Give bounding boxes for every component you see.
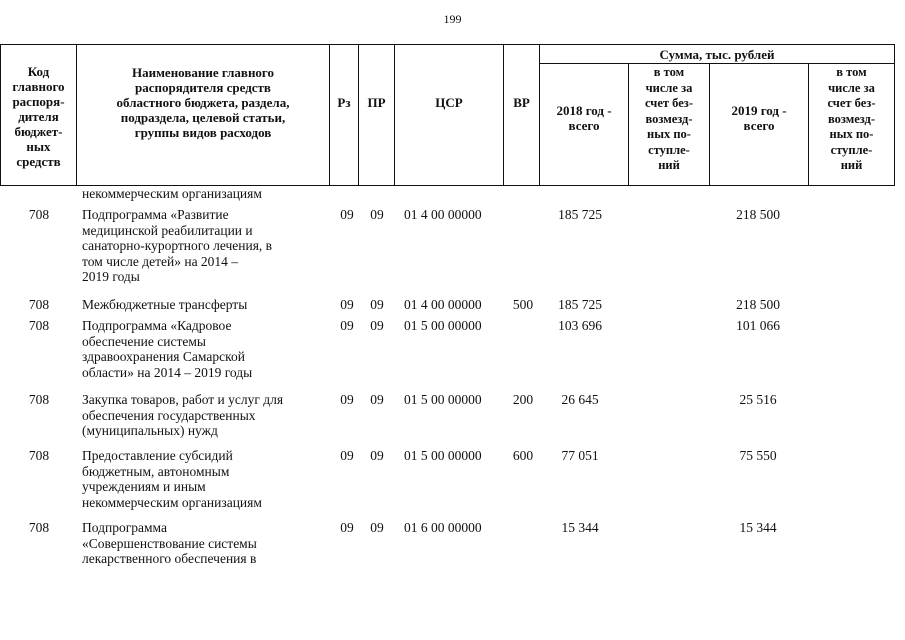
row-pr: 09 [370, 318, 384, 333]
row-code: 708 [28, 318, 50, 333]
row-sum-2018: 26 645 [561, 392, 599, 407]
row-sum-2019: 15 344 [739, 520, 777, 535]
row-name: Подпрограмма «Развитие медицинской реабилитации и санаторно-курортного лечения, в том числе детей» на 2014 – 2019 годы [82, 207, 273, 284]
row-vr: 500 [512, 297, 534, 312]
row-sum-2018: 185 725 [558, 297, 602, 312]
row-sum-2018: 103 696 [558, 318, 602, 333]
row-code: 708 [28, 392, 50, 407]
header-name: Наименование главного распорядителя средств областного бюджета, раздела, подраздела, целевой статьи, группы видов расходов [116, 64, 290, 140]
header-total-2018: 2018 год - всего [556, 103, 612, 133]
row-rz: 09 [340, 520, 354, 535]
row-name: некоммерческим организациям [82, 186, 262, 201]
header-sum: Сумма, тыс. рублей [659, 46, 775, 62]
row-rz: 09 [340, 392, 354, 407]
header-code: Код главного распоря- дителя бюджет- ных средств [12, 63, 65, 169]
row-name: Подпрограмма «Совершенствование системы лекарственного обеспечения в [82, 520, 257, 566]
page-number: 199 [443, 12, 462, 26]
row-sum-2019: 25 516 [739, 392, 777, 407]
row-name: Закупка товаров, работ и услуг для обеспечения государственных (муниципальных) нужд [82, 392, 284, 438]
row-csr: 01 5 00 00000 [404, 318, 482, 333]
row-pr: 09 [370, 520, 384, 535]
row-rz: 09 [340, 207, 354, 222]
row-pr: 09 [370, 207, 384, 222]
row-sum-2019: 218 500 [736, 207, 780, 222]
header-pr: ПР [367, 94, 386, 110]
header-total-2019: 2019 год - всего [731, 103, 787, 133]
row-code: 708 [28, 448, 50, 463]
row-name: Подпрограмма «Кадровое обеспечение системы здравоохранения Самарской области» на 2014 – 2019 годы [82, 318, 253, 380]
header-csr: ЦСР [435, 94, 463, 110]
row-csr: 01 4 00 00000 [404, 207, 482, 222]
header-grant-2018: в том числе за счет без- возмезд- ных по- ступле- ний [645, 65, 693, 172]
row-name: Предоставление субсидий бюджетным, автономным учреждениям и иным некоммерческим организациям [82, 448, 262, 510]
row-sum-2019: 101 066 [736, 318, 780, 333]
row-pr: 09 [370, 392, 384, 407]
sum-header-divider [539, 63, 894, 64]
row-sum-2018: 77 051 [561, 448, 599, 463]
column-divider [894, 45, 895, 185]
row-sum-2018: 185 725 [558, 207, 602, 222]
header-rz: Рз [337, 94, 351, 110]
row-name: Межбюджетные трансферты [82, 297, 248, 312]
row-rz: 09 [340, 318, 354, 333]
row-code: 708 [28, 297, 50, 312]
row-csr: 01 5 00 00000 [404, 392, 482, 407]
row-vr: 200 [512, 392, 534, 407]
row-rz: 09 [340, 297, 354, 312]
row-sum-2019: 218 500 [736, 297, 780, 312]
row-pr: 09 [370, 297, 384, 312]
row-sum-2018: 15 344 [561, 520, 599, 535]
row-csr: 01 5 00 00000 [404, 448, 482, 463]
row-vr: 600 [512, 448, 534, 463]
table-header [0, 44, 895, 186]
row-code: 708 [28, 520, 50, 535]
row-csr: 01 6 00 00000 [404, 520, 482, 535]
row-rz: 09 [340, 448, 354, 463]
row-csr: 01 4 00 00000 [404, 297, 482, 312]
row-pr: 09 [370, 448, 384, 463]
row-code: 708 [28, 207, 50, 222]
header-vr: ВР [513, 94, 530, 110]
row-sum-2019: 75 550 [739, 448, 777, 463]
header-grant-2019: в том числе за счет без- возмезд- ных по- ступле- ний [827, 65, 876, 172]
